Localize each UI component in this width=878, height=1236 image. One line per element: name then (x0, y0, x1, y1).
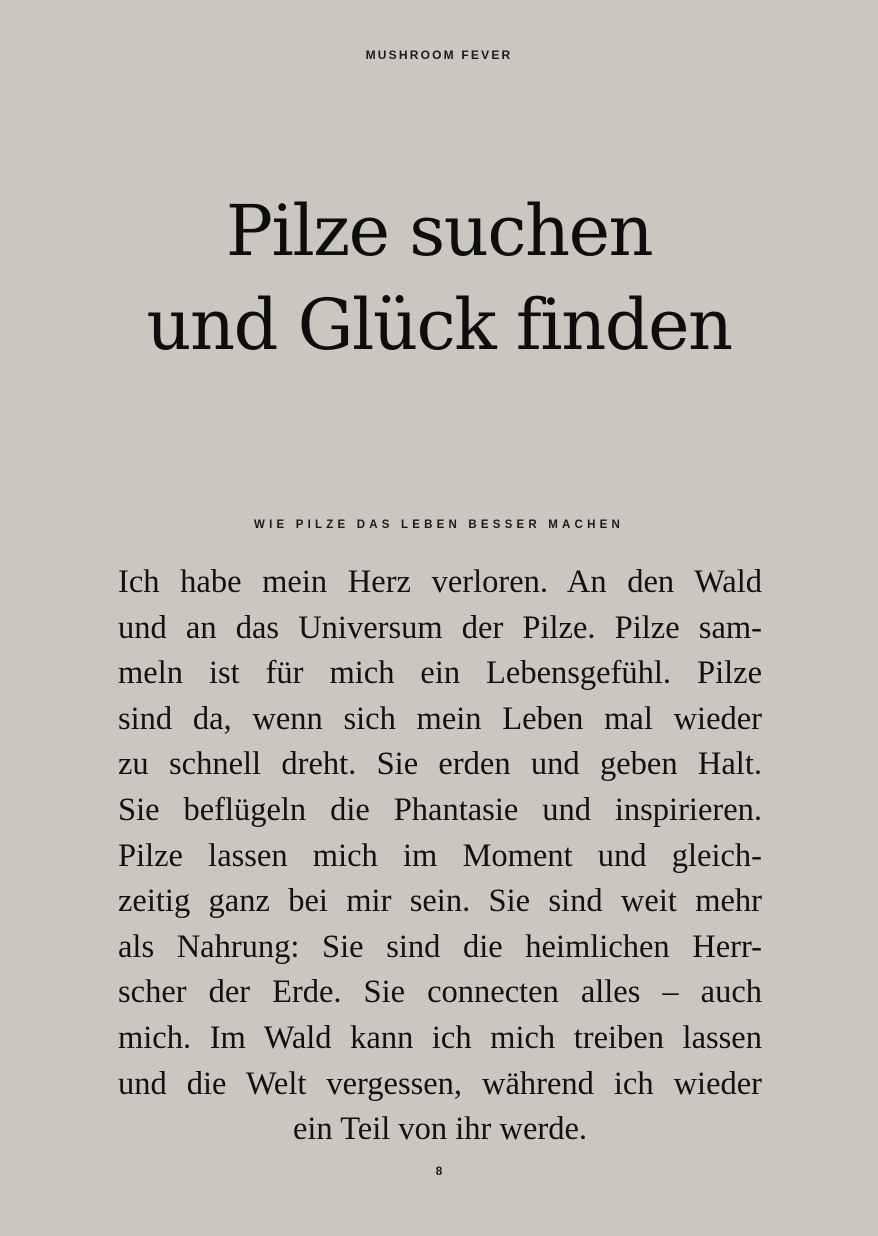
body-line-last: ein Teil von ihr werde. (292, 1111, 588, 1148)
running-head: MUSHROOM FEVER (365, 48, 513, 62)
body-paragraph (118, 560, 762, 1153)
chapter-title (0, 184, 878, 372)
page-number: 8 (435, 1164, 443, 1178)
section-subheading: WIE PILZE DAS LEBEN BESSER MACHEN (254, 519, 624, 531)
body-line: Sie beflügeln die Phantasie und inspirieren. (118, 791, 762, 828)
body-line: Pilze lassen mich im Moment und gleich- (118, 837, 762, 874)
body-line: mich. Im Wald kann ich mich treiben lassen (118, 1019, 762, 1056)
body-line: sind da, wenn sich mein Leben mal wieder (118, 700, 762, 737)
chapter-title-line-1: Pilze suchen (225, 190, 653, 272)
body-line: Ich habe mein Herz verloren. An den Wald (118, 564, 762, 600)
body-line: zu schnell dreht. Sie erden und geben Halt. (118, 746, 762, 783)
body-line: scher der Erde. Sie connecten alles – auch (118, 974, 762, 1011)
body-line: und die Welt vergessen, während ich wieder (118, 1065, 762, 1102)
body-line: als Nahrung: Sie sind die heimlichen Herr- (118, 928, 762, 965)
body-line: und an das Universum der Pilze. Pilze sam- (118, 609, 762, 646)
chapter-title-line-2: und Glück finden (146, 284, 732, 366)
body-line: meln ist für mich ein Lebensgefühl. Pilze (118, 655, 762, 692)
body-line: zeitig ganz bei mir sein. Sie sind weit mehr (118, 883, 762, 920)
